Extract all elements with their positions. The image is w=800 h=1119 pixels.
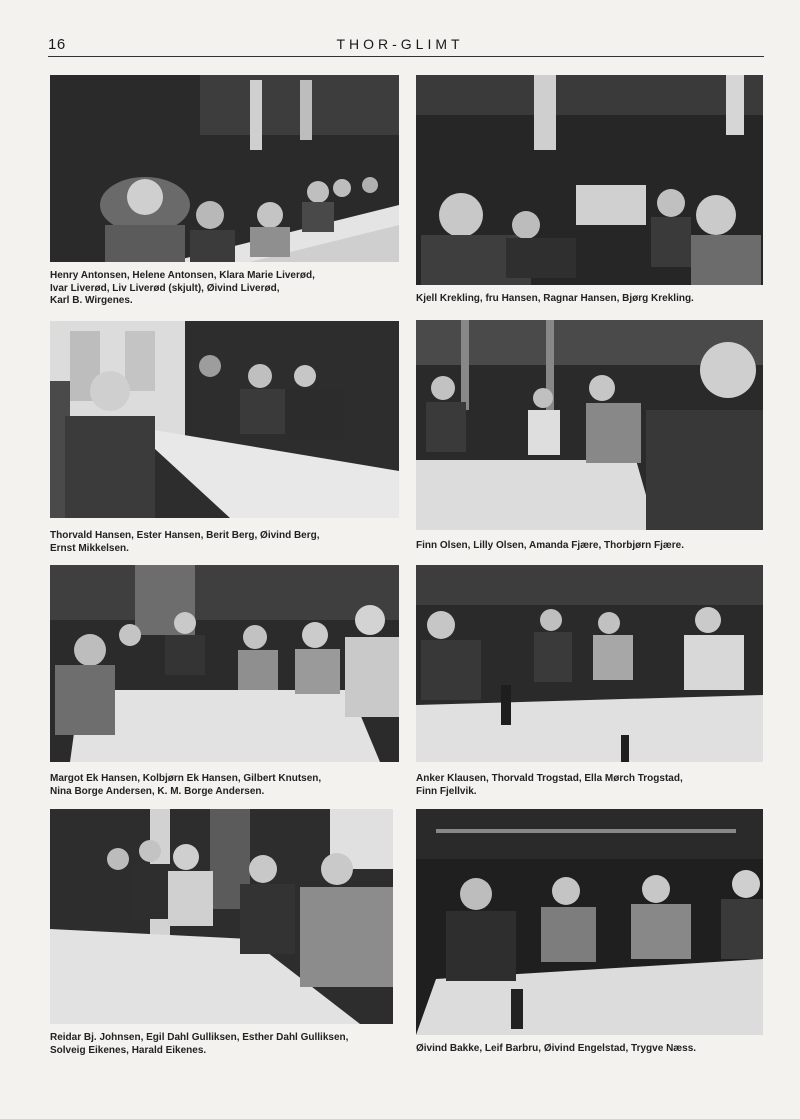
photo-6	[416, 565, 763, 762]
photo-8	[416, 809, 763, 1035]
caption-8: Øivind Bakke, Leif Barbru, Øivind Engelstad, Trygve Næss.	[416, 1043, 697, 1054]
caption-6: Anker Klausen, Thorvald Trogstad, Ella Mørch Trogstad, Finn Fjellvik.	[416, 773, 683, 797]
photo-1	[50, 75, 399, 262]
header-rule	[48, 56, 764, 57]
photo-4	[416, 320, 763, 530]
caption-3: Thorvald Hansen, Ester Hansen, Berit Berg, Øivind Berg, Ernst Mikkelsen.	[50, 530, 320, 554]
caption-1: Henry Antonsen, Helene Antonsen, Klara Marie Liverød, Ivar Liverød, Liv Liverød (skjult), Øivind Liverød, Karl B. Wirgenes.	[50, 270, 315, 306]
caption-7: Reidar Bj. Johnsen, Egil Dahl Gulliksen, Esther Dahl Gulliksen, Solveig Eikenes, Harald Eikenes.	[50, 1032, 349, 1056]
page-number: 16	[48, 36, 66, 53]
photo-2	[416, 75, 763, 285]
photo-7	[50, 809, 393, 1024]
caption-5: Margot Ek Hansen, Kolbjørn Ek Hansen, Gilbert Knutsen, Nina Borge Andersen, K. M. Borge Andersen.	[50, 773, 322, 797]
photo-3	[50, 321, 399, 518]
running-title: THOR-GLIMT	[336, 36, 464, 52]
photo-5	[50, 565, 399, 762]
caption-2: Kjell Krekling, fru Hansen, Ragnar Hansen, Bjørg Krekling.	[416, 293, 694, 304]
caption-4: Finn Olsen, Lilly Olsen, Amanda Fjære, Thorbjørn Fjære.	[416, 540, 685, 551]
